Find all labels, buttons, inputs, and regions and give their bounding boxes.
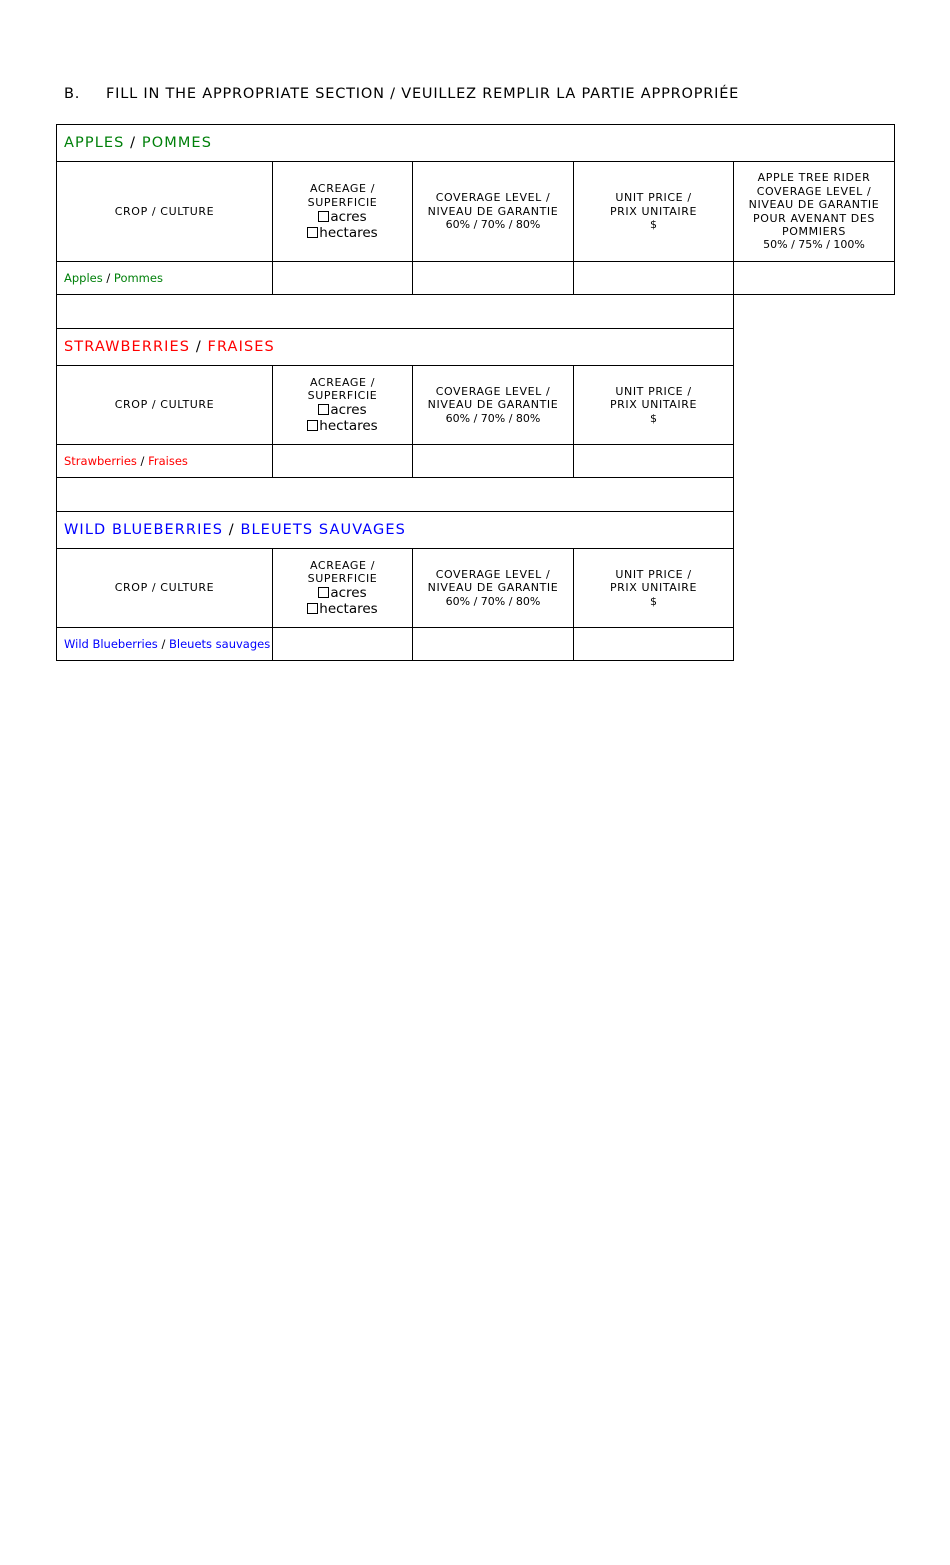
crop-column-header: CROP / CULTURE	[57, 162, 273, 262]
strawberries-section-title: STRAWBERRIES / FRAISES	[57, 329, 734, 366]
apples-section-title: APPLES / POMMES	[57, 125, 895, 162]
strawberries-data-row	[57, 445, 895, 478]
section-letter: B.	[64, 86, 81, 102]
blueberries-row-label: Wild Blueberries / Bleuets sauvages	[57, 628, 273, 661]
blueberries-header-row	[57, 549, 895, 628]
hectares-checkbox[interactable]	[307, 227, 318, 238]
strawberries-row-label: Strawberries / Fraises	[57, 445, 273, 478]
hectares-checkbox[interactable]	[307, 603, 318, 614]
apple-tree-rider-column-header: APPLE TREE RIDER COVERAGE LEVEL / NIVEAU DE GARANTIE POUR AVENANT DES POMMIERS 50% / 75% / 100%	[734, 162, 895, 262]
spacer-cell	[57, 295, 734, 329]
coverage-column-header: COVERAGE LEVEL / NIVEAU DE GARANTIE 60% / 70% / 80%	[413, 549, 574, 628]
unit-price-column-header: UNIT PRICE / PRIX UNITAIRE $	[574, 549, 734, 628]
spacer-row	[57, 478, 895, 512]
acreage-column-header: ACREAGE / SUPERFICIE acres hectares	[273, 366, 413, 445]
spacer-cell	[57, 478, 734, 512]
hectares-option[interactable]: hectares	[273, 601, 412, 617]
section-heading-text: FILL IN THE APPROPRIATE SECTION / VEUILLEZ REMPLIR LA PARTIE APPROPRIÉE	[106, 86, 740, 102]
blueberries-coverage-input[interactable]	[413, 628, 574, 661]
apples-row-label: Apples / Pommes	[57, 262, 273, 295]
acres-checkbox[interactable]	[318, 211, 329, 222]
acres-option[interactable]: acres	[273, 585, 412, 601]
acres-checkbox[interactable]	[318, 587, 329, 598]
coverage-column-header: COVERAGE LEVEL / NIVEAU DE GARANTIE 60% / 70% / 80%	[413, 366, 574, 445]
apples-unit-price-input[interactable]	[574, 262, 734, 295]
spacer-row	[57, 295, 895, 329]
crop-coverage-form	[56, 124, 895, 661]
hectares-checkbox[interactable]	[307, 420, 318, 431]
acres-checkbox[interactable]	[318, 404, 329, 415]
apples-coverage-input[interactable]	[413, 262, 574, 295]
acreage-column-header: ACREAGE / SUPERFICIE acres hectares	[273, 162, 413, 262]
hectares-option[interactable]: hectares	[273, 225, 412, 241]
strawberries-unit-price-input[interactable]	[574, 445, 734, 478]
blueberries-section-title: WILD BLUEBERRIES / BLEUETS SAUVAGES	[57, 512, 734, 549]
strawberries-coverage-input[interactable]	[413, 445, 574, 478]
blueberries-unit-price-input[interactable]	[574, 628, 734, 661]
apples-title-row	[57, 125, 895, 162]
coverage-column-header: COVERAGE LEVEL / NIVEAU DE GARANTIE 60% / 70% / 80%	[413, 162, 574, 262]
hectares-option[interactable]: hectares	[273, 418, 412, 434]
apples-rider-input[interactable]	[734, 262, 895, 295]
apples-acreage-input[interactable]	[273, 262, 413, 295]
acres-option[interactable]: acres	[273, 402, 412, 418]
strawberries-title-row	[57, 329, 895, 366]
acreage-column-header: ACREAGE / SUPERFICIE acres hectares	[273, 549, 413, 628]
strawberries-header-row	[57, 366, 895, 445]
blueberries-title-row	[57, 512, 895, 549]
unit-price-column-header: UNIT PRICE / PRIX UNITAIRE $	[574, 366, 734, 445]
apples-header-row	[57, 162, 895, 262]
section-heading	[64, 86, 739, 102]
crop-column-header: CROP / CULTURE	[57, 549, 273, 628]
strawberries-acreage-input[interactable]	[273, 445, 413, 478]
acres-option[interactable]: acres	[273, 209, 412, 225]
unit-price-column-header: UNIT PRICE / PRIX UNITAIRE $	[574, 162, 734, 262]
blueberries-acreage-input[interactable]	[273, 628, 413, 661]
apples-data-row	[57, 262, 895, 295]
crop-column-header: CROP / CULTURE	[57, 366, 273, 445]
blueberries-data-row	[57, 628, 895, 661]
